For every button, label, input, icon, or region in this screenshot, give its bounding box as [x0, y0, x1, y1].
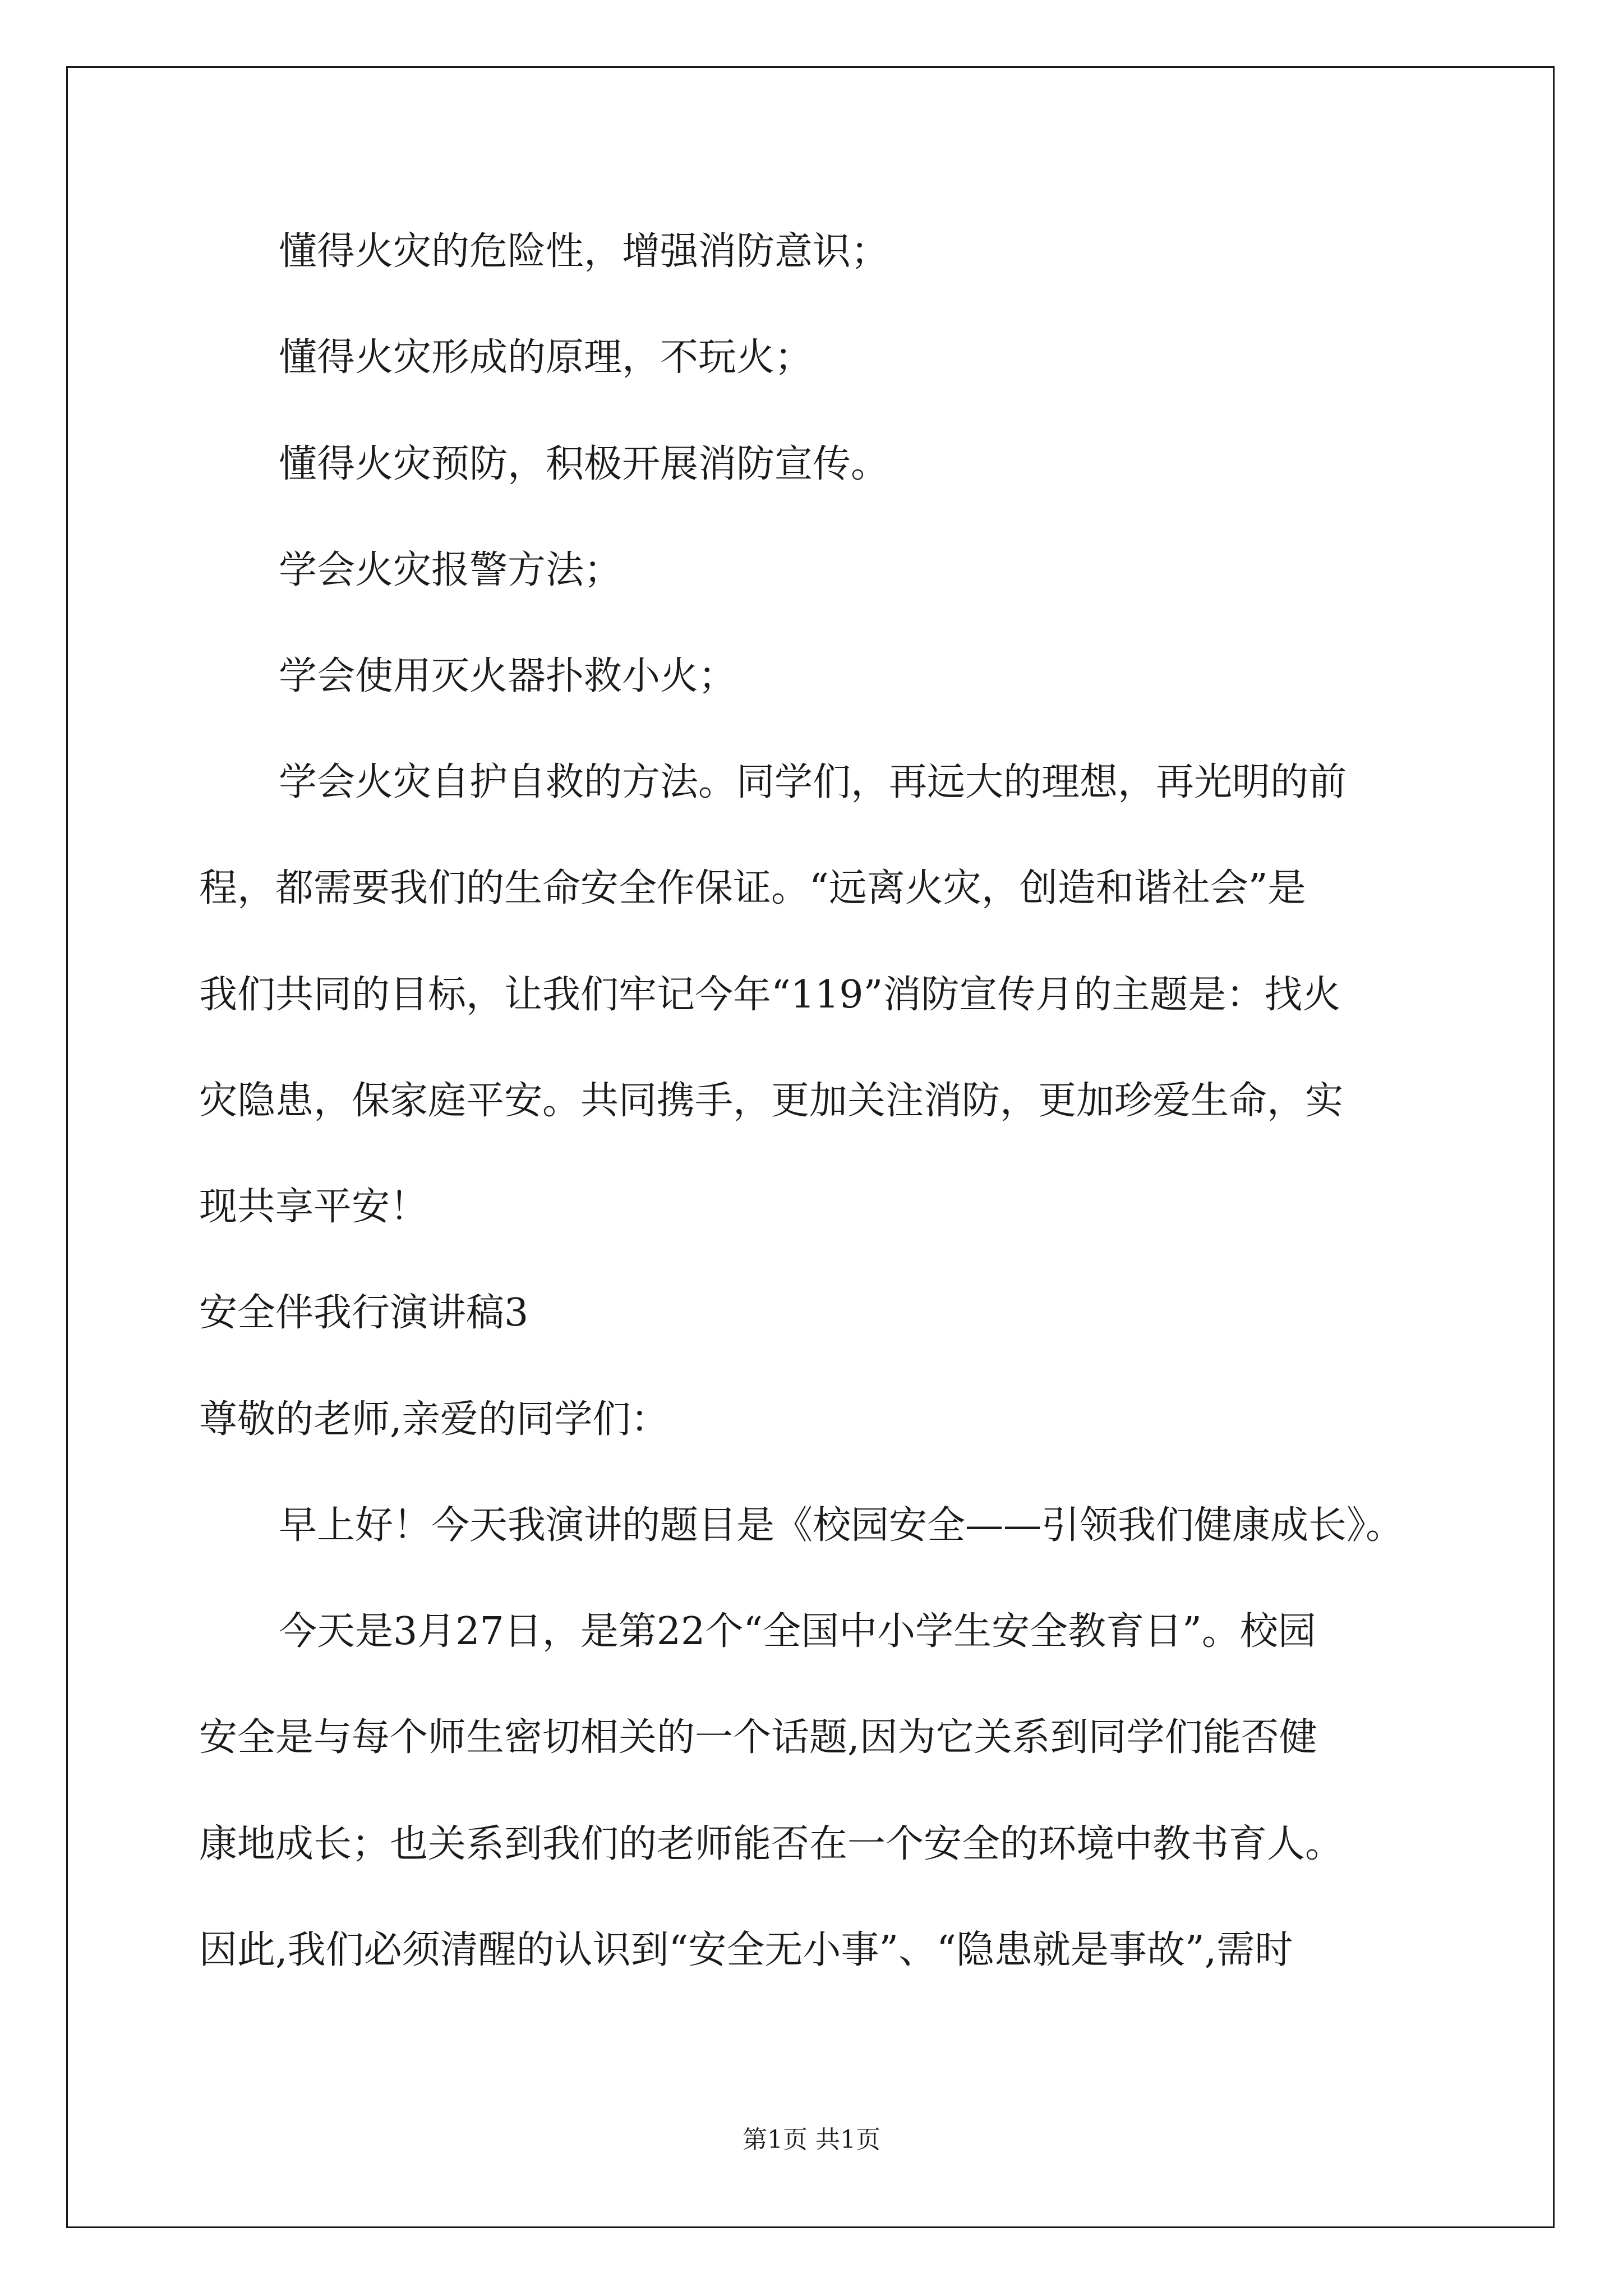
text-line: 安全是与每个师生密切相关的一个话题,因为它关系到同学们能否健: [199, 1715, 1317, 1760]
page-border: [66, 66, 1555, 2228]
text-line: 懂得火灾的危险性，增强消防意识；: [279, 229, 889, 274]
text-line: 灾隐患，保家庭平安。共同携手，更加关注消防，更加珍爱生命，实: [199, 1079, 1344, 1123]
text-line: 程，都需要我们的生命安全作保证。“远离火灾，创造和谐社会”是: [199, 866, 1306, 910]
text-line: 康地成长；也关系到我们的老师能否在一个安全的环境中教书育人。: [199, 1822, 1344, 1866]
text-line: 因此,我们必须清醒的认识到“安全无小事”、“隐患就是事故”,需时: [199, 1928, 1293, 1972]
page-footer: 第1页 共1页: [743, 2125, 880, 2154]
text-line: 学会火灾自护自救的方法。同学们，再远大的理想，再光明的前: [279, 760, 1347, 804]
text-line: 懂得火灾形成的原理，不玩火；: [279, 335, 813, 380]
text-line: 懂得火灾预防，积极开展消防宣传。: [279, 442, 889, 486]
salutation: 尊敬的老师,亲爱的同学们：: [199, 1397, 669, 1442]
text-line: 现共享平安！: [199, 1185, 428, 1229]
section-heading: 安全伴我行演讲稿3: [199, 1291, 529, 1335]
text-line: 学会火灾报警方法；: [279, 548, 623, 592]
text-line: 今天是3月27日，是第22个“全国中小学生安全教育日”。校园: [279, 1609, 1316, 1654]
text-line: 早上好！今天我演讲的题目是《校园安全——引领我们健康成长》。: [279, 1503, 1404, 1548]
text-line: 学会使用灭火器扑救小火；: [279, 654, 737, 698]
text-line: 我们共同的目标，让我们牢记今年“119”消防宣传月的主题是：找火: [199, 973, 1341, 1017]
